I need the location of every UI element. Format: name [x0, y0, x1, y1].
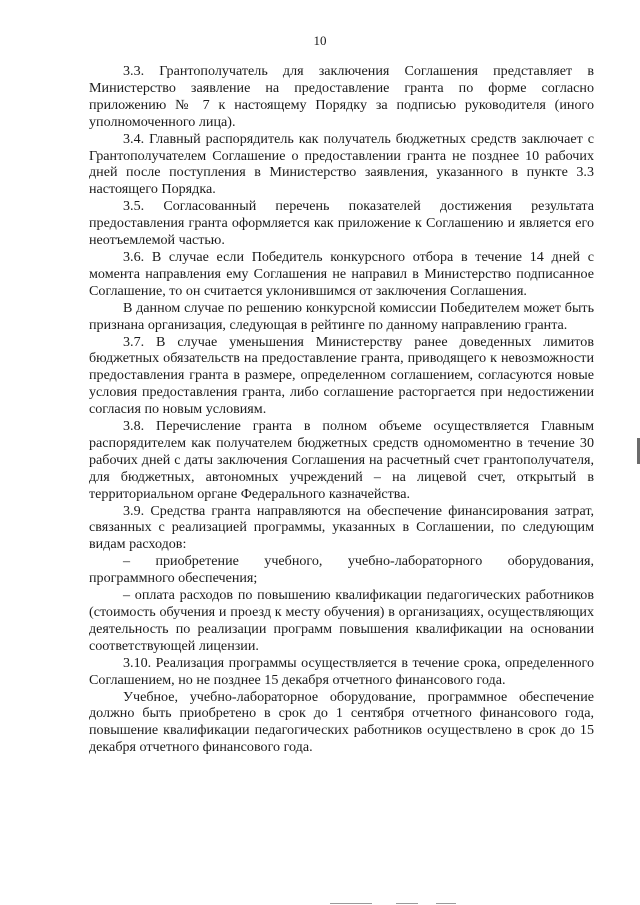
paragraph-3-3: 3.3. Грантополучатель для заключения Соглашения представляет в Министерство заявление на предоставление гранта по форме согласно приложению № 7 к настоящему Порядку за подписью руководителя (иного уполномоченного лица).	[89, 63, 594, 130]
expense-item-equipment: – приобретение учебного, учебно-лабораторного оборудования, программного обеспечения;	[89, 553, 594, 587]
paragraph-3-10: 3.10. Реализация программы осуществляется в течение срока, определенного Соглашением, но не позднее 15 декабря отчетного финансового года.	[89, 654, 594, 688]
expense-item-training: – оплата расходов по повышению квалификации педагогических работников (стоимость обучения и проезд к месту обучения) в организациях, осуществляющих деятельность по реализации программ повышения квалификации на основании соответствующей лицензии.	[89, 587, 594, 654]
document-body	[89, 63, 594, 756]
paragraph-3-6-continuation: В данном случае по решению конкурсной комиссии Победителем может быть признана организация, следующая в рейтинге по данному направлению гранта.	[89, 299, 594, 333]
paragraph-3-6: 3.6. В случае если Победитель конкурсного отбора в течение 14 дней с момента направления ему Соглашения не направил в Министерство подписанное Соглашение, то он считается уклонившимся от заключения Соглашения.	[89, 248, 594, 299]
paragraph-3-7: 3.7. В случае уменьшения Министерству ранее доведенных лимитов бюджетных обязательств на предоставление гранта, приводящего к невозможности предоставления гранта в размере, определенном соглашением, согласуются новые условия предоставления гранта, либо соглашение расторгается при недостижении согласия по новым условиям.	[89, 333, 594, 418]
paragraph-3-5: 3.5. Согласованный перечень показателей достижения результата предоставления гранта оформляется как приложение к Соглашению и является его неотъемлемой частью.	[89, 198, 594, 249]
paragraph-3-9: 3.9. Средства гранта направляются на обеспечение финансирования затрат, связанных с реализацией программы, указанных в Соглашении, по следующим видам расходов:	[89, 502, 594, 553]
page-number: 10	[313, 33, 327, 48]
paragraph-3-4: 3.4. Главный распорядитель как получатель бюджетных средств заключает с Грантополучателем Соглашение о предоставлении гранта не позднее 10 рабочих дней после поступления в Министерство заявления, указанного в пункте 3.3 настоящего Порядка.	[89, 130, 594, 198]
paragraph-3-8: 3.8. Перечисление гранта в полном объеме осуществляется Главным распорядителем как получателем бюджетных средств одномоментно в течение 30 рабочих дней с даты заключения Соглашения на расчетный счет грантополучателя, для бюджетных, автономных учреждений – на лицевой счет, открытый в территориальном органе Федерального казначейства.	[89, 418, 594, 502]
scan-bottom-marks	[0, 894, 640, 905]
paragraph-3-10-continuation: Учебное, учебно-лабораторное оборудование, программное обеспечение должно быть приобретено в срок до 1 сентября отчетного финансового года, повышение квалификации педагогических работников осуществлено в срок до 15 декабря отчетного финансового года.	[89, 688, 594, 756]
